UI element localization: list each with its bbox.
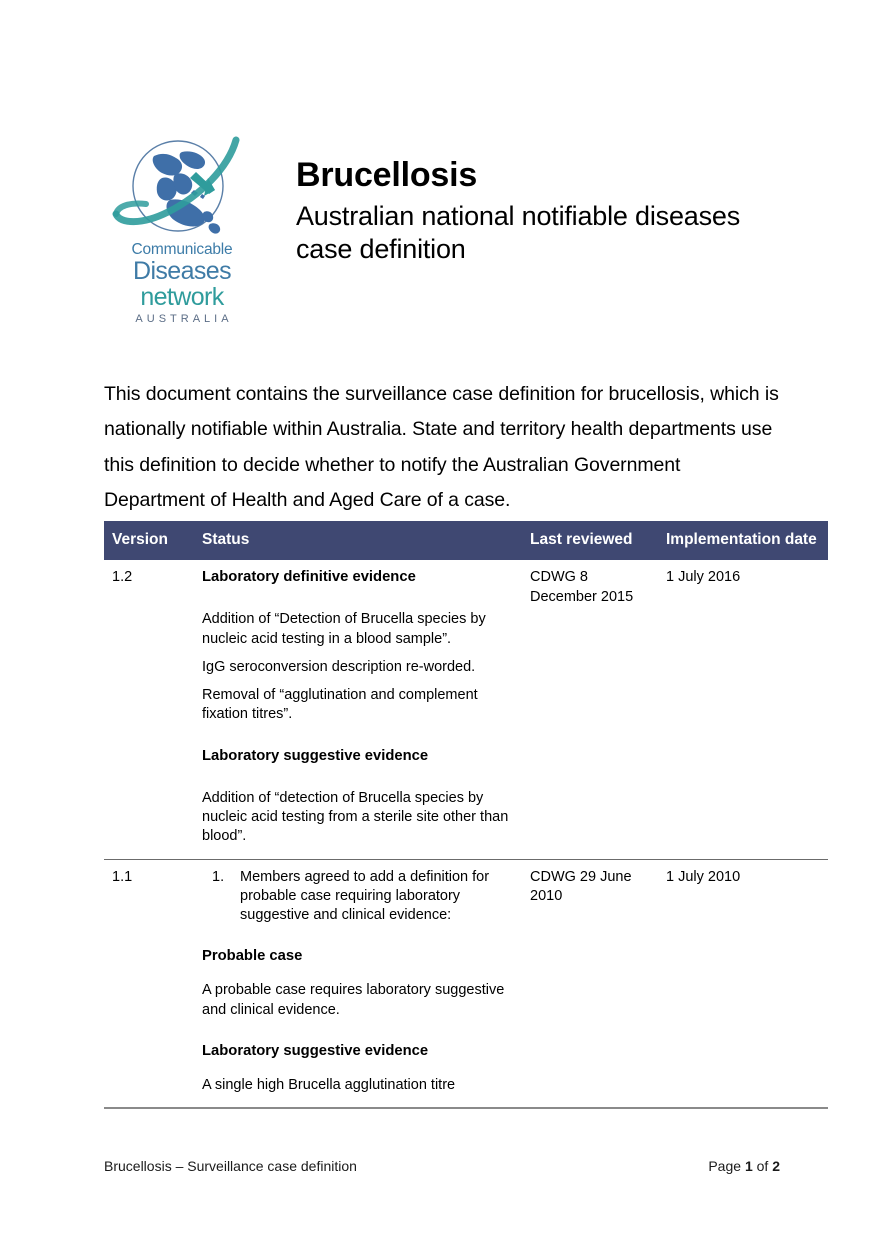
page-subtitle: Australian national notifiable diseases case definition <box>296 200 740 265</box>
cell-version: 1.2 <box>104 560 196 859</box>
cell-implementation-date: 1 July 2016 <box>660 560 828 859</box>
status-numbered-list <box>202 868 518 926</box>
spacer <box>202 967 518 981</box>
status-paragraph: Removal of “agglutination and complement fixation titres”. <box>202 687 478 723</box>
list-item-number: 1. <box>212 868 225 885</box>
cell-last-reviewed: CDWG 29 June 2010 <box>524 859 660 1108</box>
table-header <box>104 521 828 560</box>
masthead <box>104 128 778 338</box>
cell-version: 1.1 <box>104 859 196 1108</box>
column-header-version: Version <box>104 521 196 560</box>
spacer <box>202 725 518 747</box>
page-title: Brucellosis <box>296 156 478 194</box>
list-item-text: Members agreed to add a definition for probable case requiring laboratory suggestive and clinical evidence: <box>240 868 490 924</box>
spacer <box>202 1020 518 1042</box>
cell-status <box>196 859 524 1108</box>
footer-page-label: Page <box>708 1158 742 1174</box>
table-row <box>104 560 828 859</box>
cell-last-reviewed: CDWG 8 December 2015 <box>524 560 660 859</box>
status-paragraph: Addition of “detection of Brucella species by nucleic acid testing from a sterile site other than blood”. <box>202 789 509 845</box>
logo-line-diseases: Diseases <box>132 256 232 285</box>
status-heading: Probable case <box>202 948 303 965</box>
column-header-implementation-date: Implementation date <box>660 521 828 560</box>
status-heading: Laboratory definitive evidence <box>202 569 416 586</box>
spacer <box>202 677 518 686</box>
cdna-logo <box>112 128 252 333</box>
spacer <box>202 925 518 947</box>
footer-document-name: Brucellosis – Surveillance case definition <box>104 1158 357 1174</box>
globe-icon <box>112 128 252 246</box>
table-body <box>104 560 828 1108</box>
footer-page-number: 1 <box>744 1158 753 1174</box>
footer-page-total: 2 <box>772 1158 780 1174</box>
logo-line-communicable: Communicable <box>131 241 233 258</box>
intro-paragraph: This document contains the surveillance case definition for brucellosis, which is nationally notifiable within Australia. State and territory health departments use this definition to decide whether to notify the Australian Government Department of Health and Aged Care of a case. <box>104 382 779 511</box>
spacer <box>202 767 518 789</box>
title-block <box>296 158 776 267</box>
logo-line-australia: AUSTRALIA <box>135 312 233 325</box>
status-paragraph: Addition of “Detection of Brucella species by nucleic acid testing in a blood sample”. <box>202 611 486 647</box>
status-paragraph: A single high Brucella agglutination titre <box>202 1076 456 1093</box>
revision-history-table <box>104 521 828 1109</box>
logo-line-network: network <box>140 282 224 311</box>
status-heading: Laboratory suggestive evidence <box>202 747 429 764</box>
table-row <box>104 859 828 1108</box>
column-header-last-reviewed: Last reviewed <box>524 521 660 560</box>
table-header-row <box>104 521 828 560</box>
status-heading: Laboratory suggestive evidence <box>202 1042 429 1059</box>
spacer <box>202 588 518 610</box>
status-paragraph: A probable case requires laboratory suggestive and clinical evidence. <box>202 982 505 1018</box>
list-item <box>202 868 518 926</box>
spacer <box>202 649 518 658</box>
status-paragraph: IgG seroconversion description re-worded. <box>202 658 476 675</box>
footer-page-of: of <box>756 1158 769 1174</box>
logo-wordmark <box>112 242 252 325</box>
footer-pagination <box>708 1158 780 1174</box>
cell-implementation-date: 1 July 2010 <box>660 859 828 1108</box>
cell-status <box>196 560 524 859</box>
spacer <box>202 1062 518 1076</box>
column-header-status: Status <box>196 521 524 560</box>
